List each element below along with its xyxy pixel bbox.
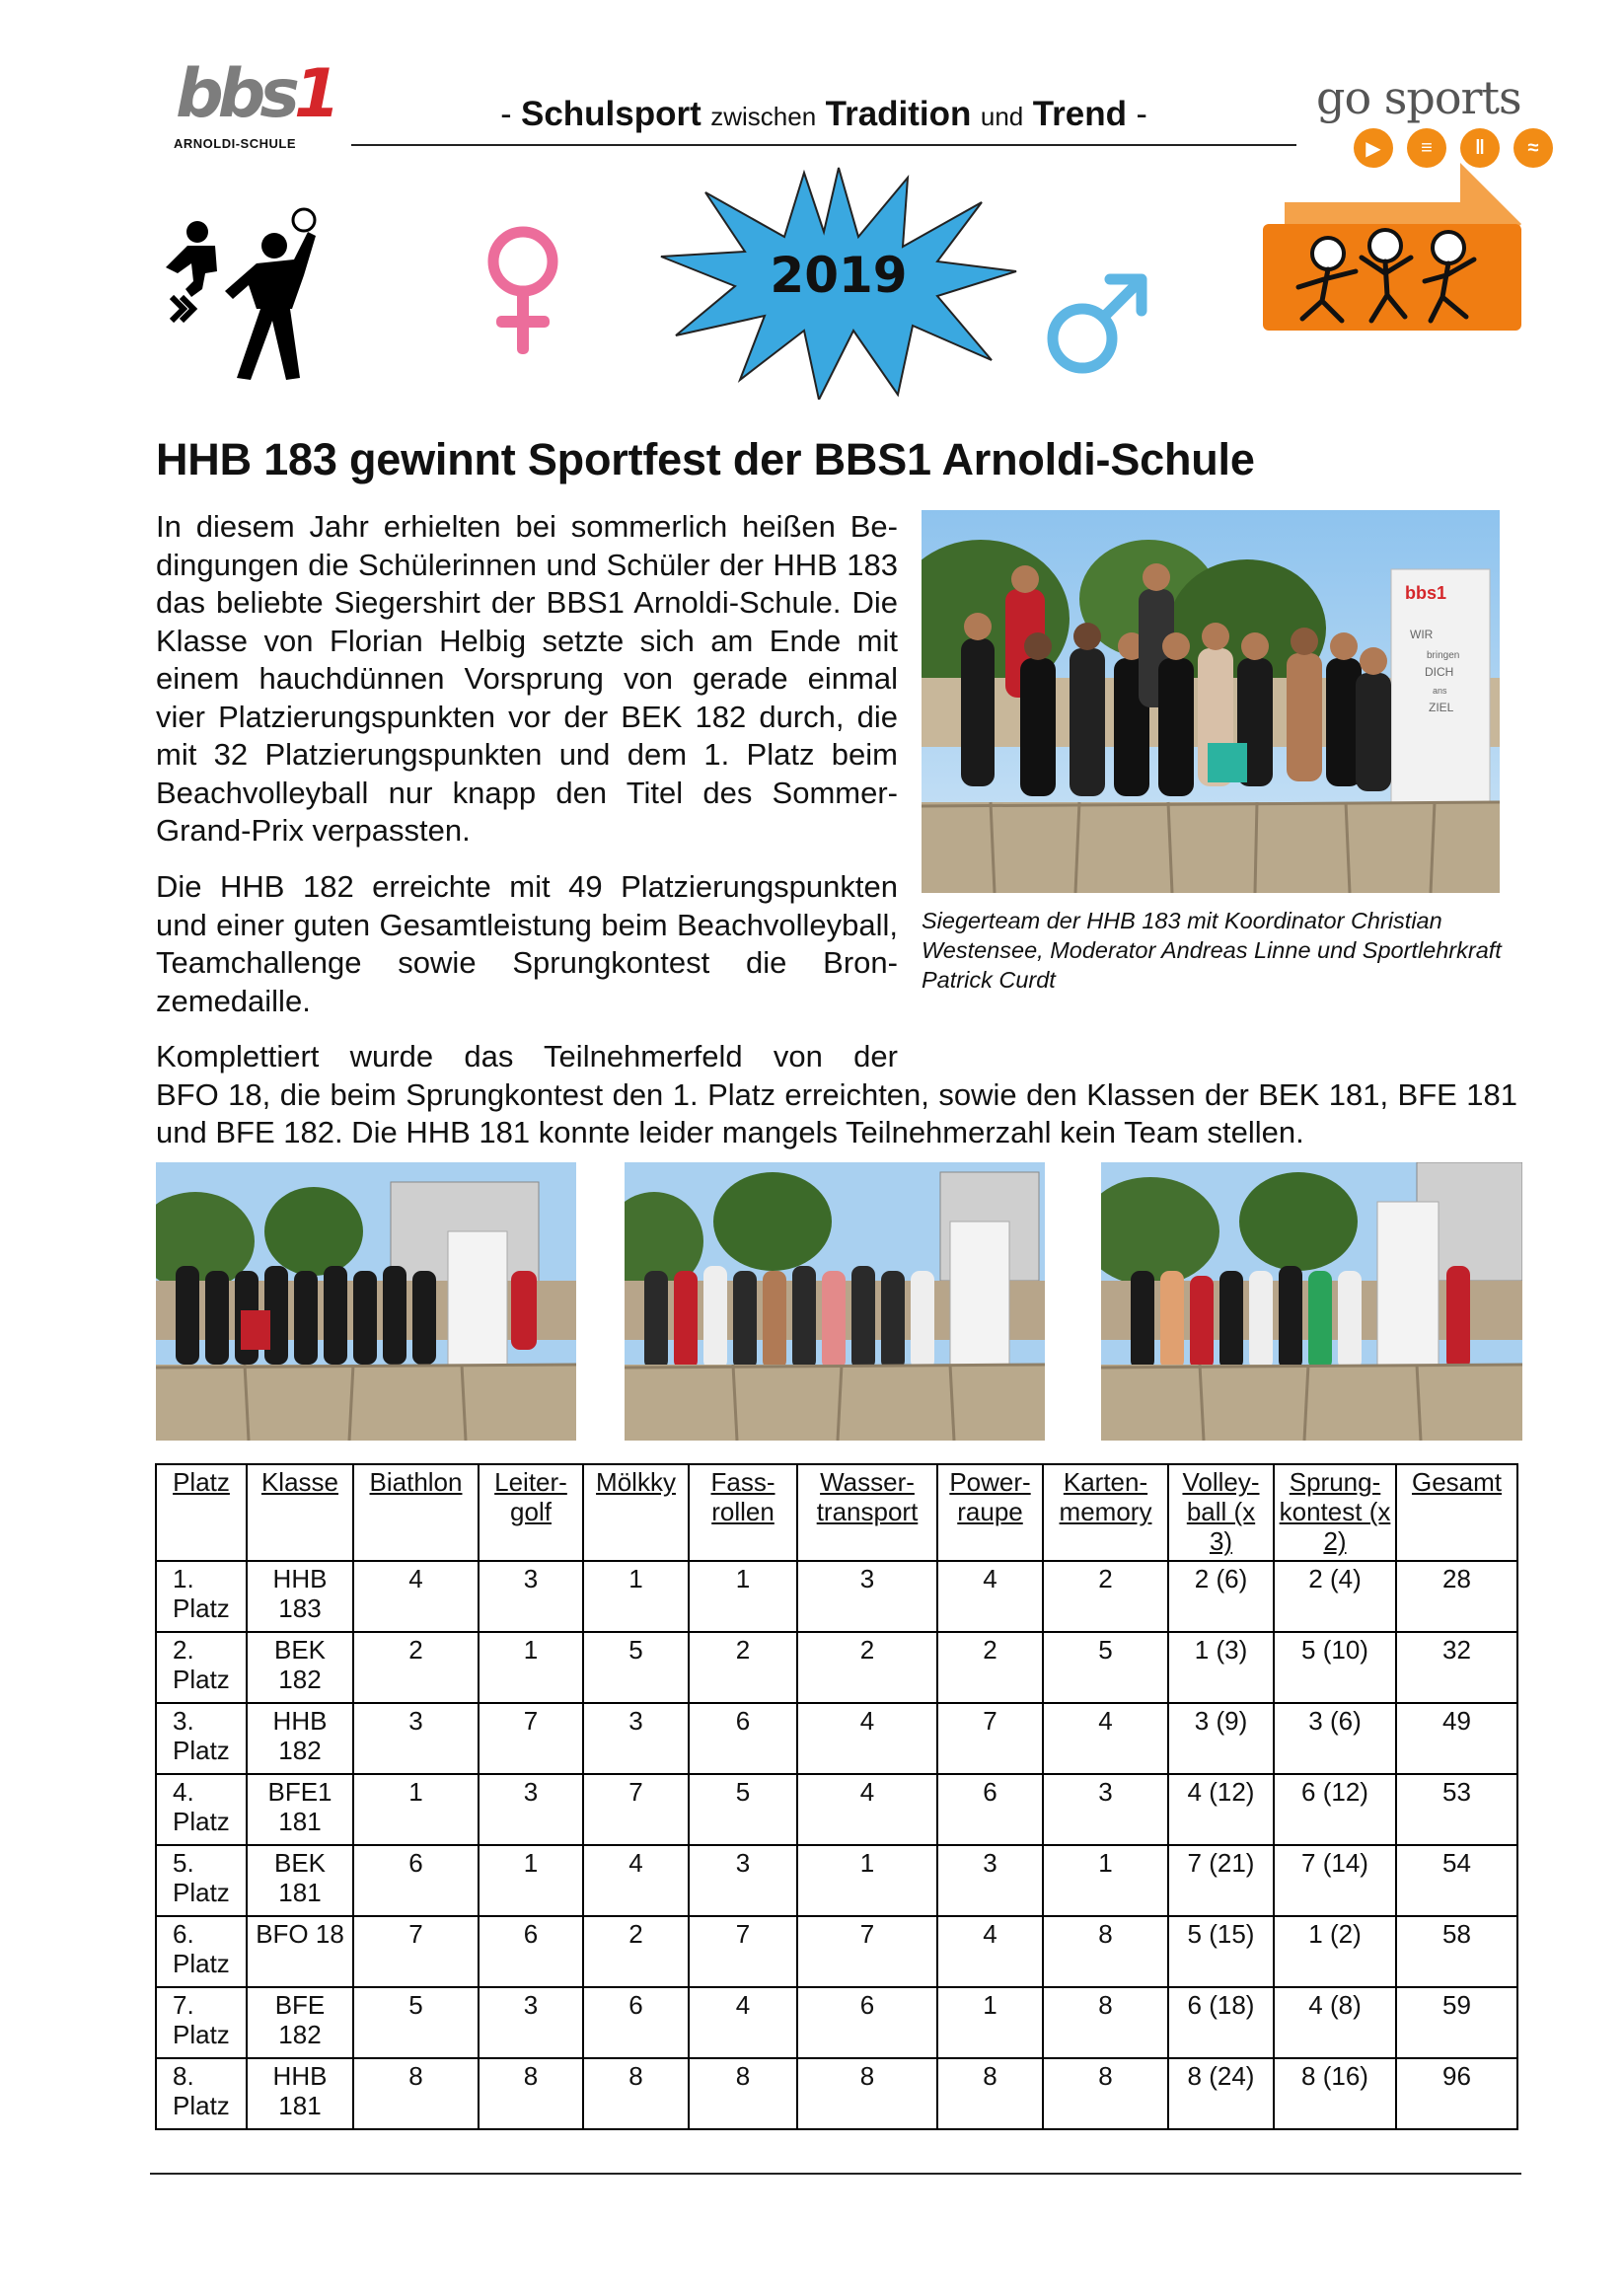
score-cell: 2 (4) — [1274, 1561, 1396, 1632]
score-cell: 3 — [689, 1845, 797, 1916]
score-cell: 2 (6) — [1168, 1561, 1274, 1632]
score-cell: 4 — [689, 1987, 797, 2058]
banner-text: bringen — [1427, 650, 1460, 661]
menu-icon: ≡ — [1407, 128, 1446, 168]
score-cell: 2 — [353, 1632, 479, 1703]
score-cell: 2 — [583, 1916, 689, 1987]
score-cell: 8 — [479, 2058, 583, 2129]
table-row — [156, 1987, 1517, 2058]
tagline-prefix: - — [500, 96, 521, 133]
score-cell: 4 — [797, 1774, 937, 1845]
score-cell: 6 (12) — [1274, 1774, 1396, 1845]
score-cell: 3 — [937, 1845, 1043, 1916]
score-cell: 28 — [1396, 1561, 1517, 1632]
score-cell: 53 — [1396, 1774, 1517, 1845]
page-tagline — [351, 95, 1296, 134]
class-cell: BEK 181 — [247, 1845, 353, 1916]
score-cell: 3 — [479, 1987, 583, 2058]
score-cell: 2 — [689, 1632, 797, 1703]
score-cell: 6 — [797, 1987, 937, 2058]
score-cell: 58 — [1396, 1916, 1517, 1987]
score-cell: 1 — [797, 1845, 937, 1916]
score-cell: 4 — [937, 1561, 1043, 1632]
waves-icon: ≈ — [1513, 128, 1553, 168]
column-header: Gesamt — [1396, 1464, 1517, 1561]
article-headline: HHB 183 gewinnt Sportfest der BBS1 Arnoldi-Schule — [156, 434, 1255, 484]
score-cell: 8 — [937, 2058, 1043, 2129]
score-cell: 5 — [689, 1774, 797, 1845]
column-header: Fass-rollen — [689, 1464, 797, 1561]
score-cell: 8 — [353, 2058, 479, 2129]
column-header: Karten-memory — [1043, 1464, 1168, 1561]
group-photo — [156, 1162, 576, 1441]
score-cell: 1 — [689, 1561, 797, 1632]
table-row — [156, 2058, 1517, 2129]
score-cell: 1 — [353, 1774, 479, 1845]
score-cell: 5 — [583, 1632, 689, 1703]
score-cell: 6 — [353, 1845, 479, 1916]
column-header: Platz — [156, 1464, 247, 1561]
class-cell: BFE 182 — [247, 1987, 353, 2058]
table-row — [156, 1916, 1517, 1987]
class-cell: BFO 18 — [247, 1916, 353, 1987]
class-cell: HHB 182 — [247, 1703, 353, 1774]
paragraph-line: BFO 18, die beim Sprungkontest den 1. Platz erreichten, sowie den Klassen der BEK 181, BFE 181 und BFE 182. Die HHB 181 konnte leider mangels Teilnehmerzahl kein Team stellen. — [156, 1076, 1517, 1149]
score-cell: 3 — [797, 1561, 937, 1632]
score-cell: 4 (12) — [1168, 1774, 1274, 1845]
score-cell: 3 — [479, 1561, 583, 1632]
score-cell: 8 — [797, 2058, 937, 2129]
results-table — [155, 1463, 1518, 2130]
rank-cell: 6. Platz — [156, 1916, 247, 1987]
score-cell: 8 — [689, 2058, 797, 2129]
score-cell: 4 — [583, 1845, 689, 1916]
school-logo — [166, 55, 343, 156]
banner-text: DICH — [1425, 665, 1454, 679]
article-paragraph: Die HHB 182 erreichte mit 49 Platzierungspunkten und einer guten Gesamtleistung beim Beachvolleyball, Teamchallenge sowie Sprungkontest die Bronzemedaille. — [156, 869, 898, 1018]
gosports-logo — [1312, 71, 1549, 174]
score-cell: 8 (16) — [1274, 2058, 1396, 2129]
column-header: Power-raupe — [937, 1464, 1043, 1561]
photo-caption: Siegerteam der HHB 183 mit Koordinator Christian Westensee, Moderator Andreas Linne und Sportlehrkraft Patrick Curdt — [922, 908, 1502, 993]
column-header: Leiter-golf — [479, 1464, 583, 1561]
rank-cell: 4. Platz — [156, 1774, 247, 1845]
score-cell: 3 — [479, 1774, 583, 1845]
score-cell: 59 — [1396, 1987, 1517, 2058]
score-cell: 8 — [1043, 1916, 1168, 1987]
play-icon: ▶ — [1354, 128, 1393, 168]
table-header-row — [156, 1464, 1517, 1561]
score-cell: 4 — [797, 1703, 937, 1774]
score-cell: 5 — [1043, 1632, 1168, 1703]
gosports-arrow-banner — [1263, 163, 1521, 331]
score-cell: 3 — [1043, 1774, 1168, 1845]
tagline-word: zwischen — [710, 102, 817, 131]
column-header: Wasser-transport — [797, 1464, 937, 1561]
score-cell: 4 (8) — [1274, 1987, 1396, 2058]
score-cell: 1 (3) — [1168, 1632, 1274, 1703]
score-cell: 2 — [797, 1632, 937, 1703]
score-cell: 4 — [1043, 1703, 1168, 1774]
score-cell: 2 — [937, 1632, 1043, 1703]
score-cell: 8 — [1043, 2058, 1168, 2129]
rank-cell: 8. Platz — [156, 2058, 247, 2129]
logo-subtitle: ARNOLDI-SCHULE — [174, 136, 296, 151]
banner-text: bbs1 — [1405, 583, 1447, 603]
gosports-buttons — [1354, 128, 1553, 168]
year-label: 2019 — [770, 247, 908, 304]
female-symbol-icon — [479, 222, 567, 360]
score-cell: 1 — [479, 1845, 583, 1916]
male-symbol-icon — [1041, 271, 1159, 380]
score-cell: 54 — [1396, 1845, 1517, 1916]
score-cell: 8 — [583, 2058, 689, 2129]
score-cell: 7 — [479, 1703, 583, 1774]
score-cell: 3 — [583, 1703, 689, 1774]
tagline-word: Trend — [1032, 95, 1127, 133]
score-cell: 6 — [937, 1774, 1043, 1845]
tagline-word: Tradition — [825, 95, 972, 133]
banner-text: WIR — [1410, 628, 1434, 641]
table-row — [156, 1561, 1517, 1632]
score-cell: 1 — [479, 1632, 583, 1703]
score-cell: 1 — [1043, 1845, 1168, 1916]
class-cell: BEK 182 — [247, 1632, 353, 1703]
tagline-suffix: - — [1127, 96, 1147, 133]
logo-wordmark-letters: bbs — [176, 55, 294, 133]
score-cell: 3 — [353, 1703, 479, 1774]
paragraph-line: Komplettiert wurde das Teilnehmerfeld von der — [156, 1039, 898, 1074]
column-header: Mölkky — [583, 1464, 689, 1561]
tagline-word: Schulsport — [520, 95, 701, 133]
rank-cell: 7. Platz — [156, 1987, 247, 2058]
score-cell: 6 (18) — [1168, 1987, 1274, 2058]
score-cell: 4 — [937, 1916, 1043, 1987]
score-cell: 3 (9) — [1168, 1703, 1274, 1774]
table-row — [156, 1632, 1517, 1703]
score-cell: 7 — [797, 1916, 937, 1987]
column-header: Volley-ball (x 3) — [1168, 1464, 1274, 1561]
score-cell: 7 — [583, 1774, 689, 1845]
score-cell: 6 — [479, 1916, 583, 1987]
table-row — [156, 1845, 1517, 1916]
banner-text: ans — [1433, 686, 1447, 696]
table-row — [156, 1774, 1517, 1845]
table-row — [156, 1703, 1517, 1774]
score-cell: 2 — [1043, 1561, 1168, 1632]
header-divider — [351, 144, 1296, 146]
class-cell: HHB 181 — [247, 2058, 353, 2129]
banner-text: ZIEL — [1429, 701, 1454, 714]
score-cell: 6 — [583, 1987, 689, 2058]
score-cell: 32 — [1396, 1632, 1517, 1703]
score-cell: 1 (2) — [1274, 1916, 1396, 1987]
score-cell: 4 — [353, 1561, 479, 1632]
logo-wordmark — [176, 55, 335, 133]
class-cell: HHB 183 — [247, 1561, 353, 1632]
rank-cell: 1. Platz — [156, 1561, 247, 1632]
score-cell: 5 (10) — [1274, 1632, 1396, 1703]
score-cell: 1 — [583, 1561, 689, 1632]
article-paragraph — [156, 1038, 1517, 1152]
score-cell: 7 — [937, 1703, 1043, 1774]
rank-cell: 5. Platz — [156, 1845, 247, 1916]
group-photo — [625, 1162, 1045, 1441]
score-cell: 5 (15) — [1168, 1916, 1274, 1987]
score-cell: 7 — [353, 1916, 479, 1987]
score-cell: 8 — [1043, 1987, 1168, 2058]
columns-icon: ‖ — [1460, 128, 1500, 168]
results-table-body — [156, 1561, 1517, 2129]
score-cell: 49 — [1396, 1703, 1517, 1774]
column-header: Biathlon — [353, 1464, 479, 1561]
score-cell: 7 (14) — [1274, 1845, 1396, 1916]
tagline-word: und — [980, 102, 1024, 131]
score-cell: 1 — [937, 1987, 1043, 2058]
athletes-icon — [158, 202, 355, 390]
article-paragraph: In diesem Jahr erhielten bei sommerlich heißen Bedingungen die Schülerinnen und Schüler der HHB 183 das beliebte Siegershirt der BBS1 Arnoldi-Schule. Die Klasse von Florian Helbig setzte sich am Ende mit einem hauchdünnen Vorsprung von gerade einmal vier Platzierungspunkten vor der BEK 182 durch, die mit 32 Platzierungspunkten und dem 1. Platz beim Beachvolleyball nur knapp den Titel des Sommer-Grand-Prix verpassten. — [156, 509, 898, 848]
class-cell: BFE1 181 — [247, 1774, 353, 1845]
column-header: Klasse — [247, 1464, 353, 1561]
score-cell: 8 (24) — [1168, 2058, 1274, 2129]
rank-cell: 2. Platz — [156, 1632, 247, 1703]
column-header: Sprung-kontest (x 2) — [1274, 1464, 1396, 1561]
logo-wordmark-number: 1 — [293, 55, 335, 133]
gosports-label: go sports — [1316, 71, 1521, 124]
rank-cell: 3. Platz — [156, 1703, 247, 1774]
footer-divider — [150, 2173, 1521, 2175]
group-photo — [1101, 1162, 1522, 1441]
score-cell: 7 (21) — [1168, 1845, 1274, 1916]
score-cell: 96 — [1396, 2058, 1517, 2129]
score-cell: 6 — [689, 1703, 797, 1774]
score-cell: 3 (6) — [1274, 1703, 1396, 1774]
score-cell: 7 — [689, 1916, 797, 1987]
winner-team-photo — [922, 510, 1500, 893]
score-cell: 5 — [353, 1987, 479, 2058]
